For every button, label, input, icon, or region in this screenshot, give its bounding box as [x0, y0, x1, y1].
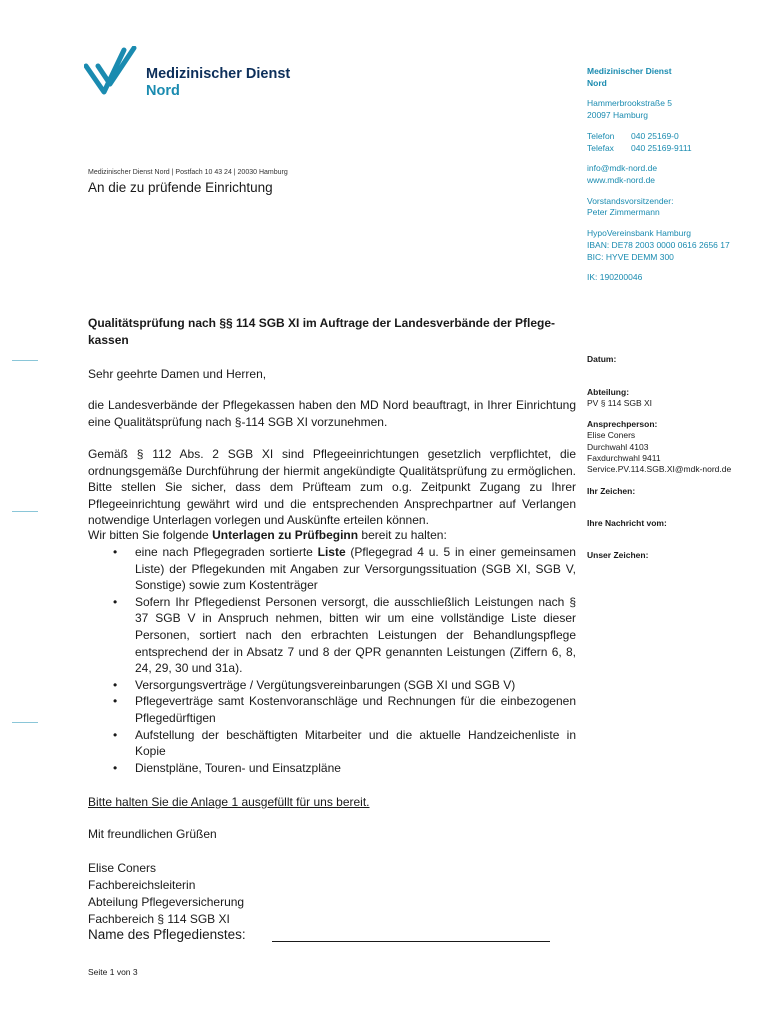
- request-text-bold: Unterlagen zu Prüfbeginn: [212, 528, 359, 542]
- bullet-text: Sofern Ihr Pflegedienst Personen versorgt, die ausschließlich Leistungen nach § 37 SGB V in Anspruch nehmen, bitten wir um eine vollständige Liste dieser Personen, sortiert nach den erbrachten Leistungen der Behandlungspflege entsprechend der in Absatz 7 und 8 der QPR genannten Leistungen (Ziffern 6, 8, 24, 29, 30 und 31a).: [135, 594, 576, 676]
- fold-mark-top: [12, 360, 38, 361]
- abteilung-label: Abteilung:: [587, 387, 630, 397]
- bullet-icon: •: [113, 545, 118, 559]
- logo-checkmark-icon: [84, 46, 144, 102]
- list-item: [88, 544, 576, 594]
- request-text-pre: Wir bitten Sie folgende: [88, 528, 213, 542]
- service-email[interactable]: Service.PV.114.SGB.XI@mdk-nord.de: [587, 464, 732, 474]
- contact-telefax: [587, 143, 692, 155]
- bullet-icon: •: [113, 727, 118, 742]
- contact-org-line2: Nord: [587, 78, 607, 88]
- signature-name: Elise Coners: [88, 861, 157, 875]
- ihre-nachricht-label: Ihre Nachricht vom:: [587, 518, 667, 528]
- list-item: [88, 760, 576, 777]
- name-field-line[interactable]: [272, 941, 550, 942]
- signature-department: Abteilung Pflegeversicherung: [88, 895, 245, 909]
- bank-iban: IBAN: DE78 2003 0000 0616 2656 17: [587, 240, 730, 250]
- bullet-icon: •: [113, 694, 118, 709]
- durchwahl: Durchwahl 4103: [587, 442, 649, 452]
- fold-mark-bottom: [12, 722, 38, 723]
- bullet-text: Dienstpläne, Touren- und Einsatzpläne: [135, 760, 341, 775]
- documents-list: [88, 544, 576, 776]
- list-item: [88, 727, 576, 760]
- contact-telefon: [587, 131, 679, 143]
- list-item: [88, 594, 576, 677]
- signature-block: [88, 860, 244, 928]
- page-number: Seite 1 von 3: [88, 967, 138, 977]
- closing: Mit freundlichen Grüßen: [88, 827, 217, 841]
- contact-city: 20097 Hamburg: [587, 110, 648, 120]
- bullet-text: Pflegeverträge samt Kostenvoranschläge und Rechnungen für die einbezogenen Pflegedürftigen: [135, 694, 576, 725]
- sender-return-address: Medizinischer Dienst Nord | Postfach 10 43 24 | 20030 Hamburg: [88, 169, 288, 176]
- letter-subject: Qualitätsprüfung nach §§ 114 SGB XI im Auftrage der Landesverbände der Pflege-kassen: [88, 316, 556, 347]
- telefax-value: 040 25169-9111: [631, 143, 692, 153]
- bullet-icon: •: [113, 760, 118, 775]
- contact-email[interactable]: info@mdk-nord.de: [587, 163, 658, 173]
- contact-org-line1: Medizinischer Dienst: [587, 66, 672, 76]
- bullet-text-post: (Pflegegrad 4 u. 5 in einer gemeinsamen Liste) der Pflegekunden mit Angaben zur Versorgungssituation (SGB XI, SGB V, Sonstige) sowie zum Kostenträger: [135, 545, 576, 593]
- name-field-label: Name des Pflegedienstes:: [88, 927, 246, 942]
- bullet-icon: •: [113, 677, 118, 692]
- recipient-address: An die zu prüfende Einrichtung: [88, 180, 273, 195]
- bullet-icon: •: [113, 594, 118, 609]
- bank-bic: BIC: HYVE DEMM 300: [587, 252, 674, 262]
- telefon-value: 040 25169-0: [631, 131, 679, 141]
- salutation: Sehr geehrte Damen und Herren,: [88, 367, 267, 381]
- faxdurchwahl: Faxdurchwahl 9411: [587, 453, 661, 463]
- list-item: [88, 693, 576, 726]
- list-item: [88, 677, 576, 694]
- contact-street: Hammerbrookstraße 5: [587, 98, 673, 108]
- ansprechperson-label: Ansprechperson:: [587, 419, 658, 429]
- bullet-text: Aufstellung der beschäftigten Mitarbeiter und die aktuelle Handzeichenliste in Kopie: [135, 727, 576, 759]
- datum-label: Datum:: [587, 354, 617, 364]
- ihr-zeichen-label: Ihr Zeichen:: [587, 486, 636, 496]
- bullet-text-bold: Liste: [317, 545, 346, 559]
- bullet-text: Versorgungsverträge / Vergütungsvereinbarungen (SGB XI und SGB V): [135, 677, 516, 692]
- telefax-label: Telefax: [587, 143, 614, 153]
- abteilung-value: PV § 114 SGB XI: [587, 398, 653, 408]
- ik-number: IK: 190200046: [587, 272, 643, 282]
- bullet-text-pre: eine nach Pflegegraden sortierte: [135, 545, 318, 559]
- unser-zeichen-label: Unser Zeichen:: [587, 550, 649, 560]
- documents-request: [88, 527, 576, 544]
- board-name: Peter Zimmermann: [587, 207, 660, 217]
- signature-area: Fachbereich § 114 SGB XI: [88, 912, 230, 926]
- signature-title: Fachbereichsleiterin: [88, 878, 196, 892]
- request-text-post: bereit zu halten:: [358, 528, 447, 542]
- paragraph-obligation: Gemäß § 112 Abs. 2 SGB XI sind Pflegeeinrichtungen gesetzlich verpflichtet, die ordnungsgemäße Durchführung der hiermit angekündigte Qualitätsprüfung zu ermöglichen. Bitte stellen Sie sicher, dass dem Prüfteam zum o.g. Zeitpunkt Zugang zu Ihrer Pflegeeinrichtung gewährt wird und die entsprechenden Ansprechpartner auf Verlangen notwendige Unterlagen vorlegen und Auskünfte erteilen können.: [88, 447, 576, 528]
- logo-name-line1: Medizinischer Dienst: [146, 66, 291, 82]
- attachment-note: Bitte halten Sie die Anlage 1 ausgefüllt für uns bereit.: [88, 795, 370, 809]
- telefon-label: Telefon: [587, 131, 615, 141]
- fold-mark-middle: [12, 511, 38, 512]
- logo-name-line2: Nord: [146, 83, 180, 99]
- paragraph-intro: die Landesverbände der Pflegekassen haben den MD Nord beauftragt, in Ihrer Einrichtung eine Qualitätsprüfung nach §-114 SGB XI vorzunehmen.: [88, 398, 576, 429]
- logo: [84, 46, 314, 102]
- bank-name: HypoVereinsbank Hamburg: [587, 228, 691, 238]
- board-label: Vorstandsvorsitzender:: [587, 196, 674, 206]
- ansprechperson-name: Elise Coners: [587, 430, 636, 440]
- contact-web[interactable]: www.mdk-nord.de: [587, 175, 656, 185]
